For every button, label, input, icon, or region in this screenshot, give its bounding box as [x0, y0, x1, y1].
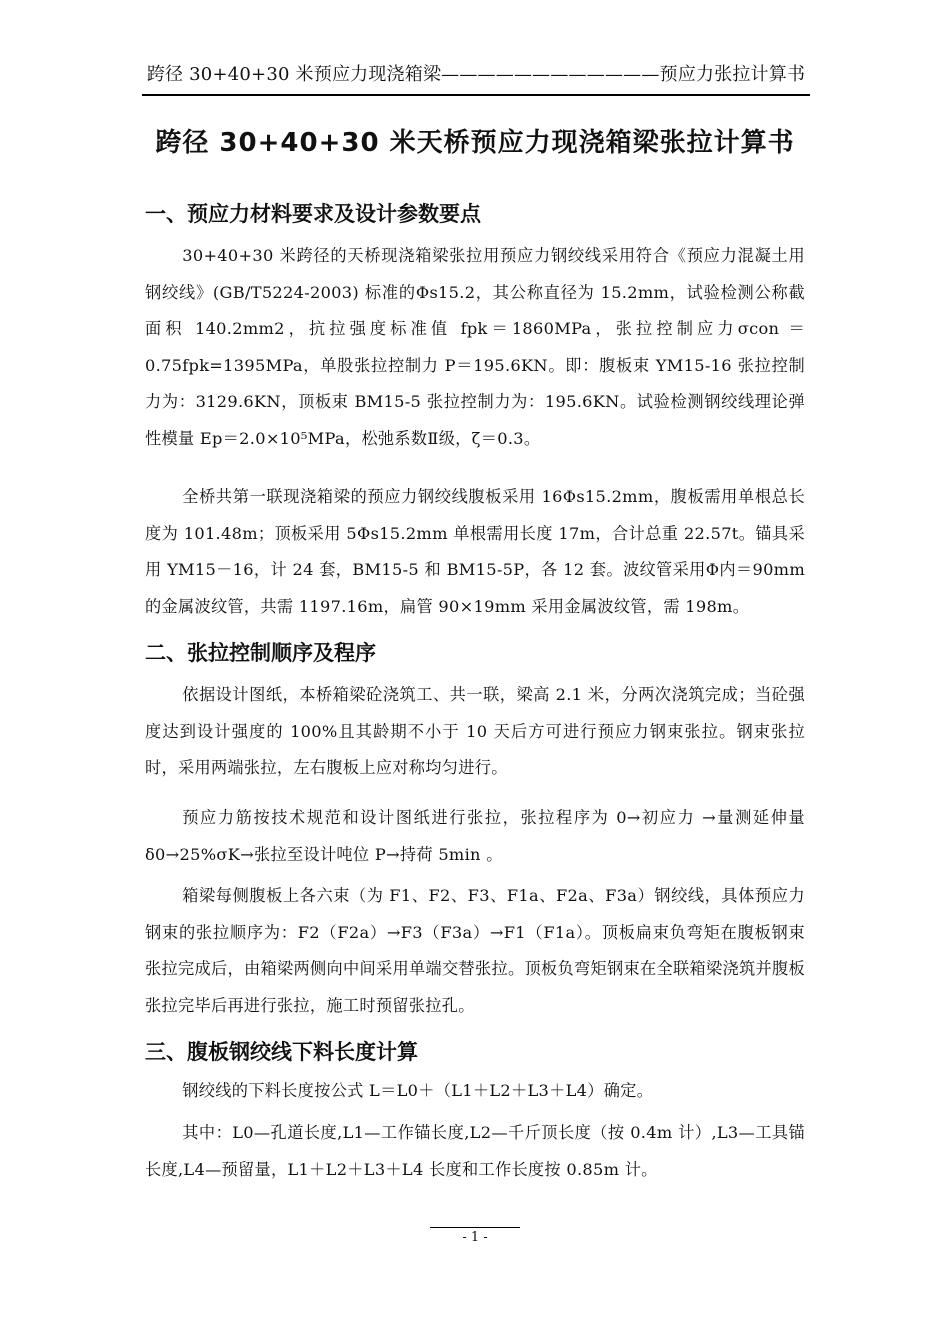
section-heading-3: 三、腹板钢绞线下料长度计算 — [145, 1040, 418, 1064]
paragraph-1-1: 30+40+30 米跨径的天桥现浇箱梁张拉用预应力钢绞线采用符合《预应力混凝土用钢绞线》(GB/T5224-2003) 标准的Φs15.2，其公称直径为 15.2mm，试验检测公称截面积 140.2mm2，抗拉强度标准值 fpk＝1860MPa，张拉控制应力σcon ＝0.75fpk=1395MPa，单股张拉控制力 P＝195.6KN。即：腹板束 YM15-16 张拉控制力为：3129.6KN，顶板束 BM15-5 张拉控制力为：195.6KN。试验检测钢绞线理论弹性模量 Ep＝2.0×10⁵MPa，松弛系数Ⅱ级，ζ＝0.3。 — [145, 246, 805, 448]
document-title: 跨径 30+40+30 米天桥预应力现浇箱梁张拉计算书 — [155, 128, 795, 158]
paragraph-3-2: 其中：L0—孔道长度,L1—工作锚长度,L2—千斤顶长度（按 0.4m 计）,L3—工具锚长度,L4—预留量，L1＋L2＋L3＋L4 长度和工作长度按 0.85m 计。 — [145, 1123, 805, 1179]
paragraph-2-1: 依据设计图纸，本桥箱梁砼浇筑工、共一联，梁高 2.1 米，分两次浇筑完成；当砼强度达到设计强度的 100%且其龄期不小于 10 天后方可进行预应力钢束张拉。钢束张拉时，采用两端张拉，左右腹板上应对称均匀进行。 — [145, 685, 805, 777]
section-heading-2: 二、张拉控制顺序及程序 — [145, 641, 376, 665]
section-heading-1: 一、预应力材料要求及设计参数要点 — [145, 202, 481, 226]
paragraph-2-2: 预应力筋按技术规范和设计图纸进行张拉，张拉程序为 0→初应力 →量测延伸量δ0→25%σK→张拉至设计吨位 P→持荷 5min 。 — [145, 808, 805, 864]
page-header: 跨径 30+40+30 米预应力现浇箱梁————————————预应力张拉计算书 — [142, 60, 810, 96]
paragraph-1-2: 全桥共第一联现浇箱梁的预应力钢绞线腹板采用 16Φs15.2mm，腹板需用单根总长度为 101.48m；顶板采用 5Φs15.2mm 单根需用长度 17m，合计总重 22.57t。锚具采用 YM15－16，计 24 套，BM15-5 和 BM15-5P，各 12 套。波纹管采用Φ内＝90mm 的金属波纹管，共需 1197.16m，扁管 90×19mm 采用金属波纹管，需 198m。 — [145, 487, 805, 616]
paragraph-3-1: 钢绞线的下料长度按公式 L＝L0＋（L1＋L2＋L3＋L4）确定。 — [182, 1081, 654, 1100]
paragraph-2-3: 箱梁每侧腹板上各六束（为 F1、F2、F3、F1a、F2a、F3a）钢绞线，具体预应力钢束的张拉顺序为：F2（F2a）→F3（F3a）→F1（F1a）。顶板扁束负弯矩在腹板钢束张拉完成后，由箱梁两侧向中间采用单端交替张拉。顶板负弯矩钢束在全联箱梁浇筑并腹板张拉完毕后再进行张拉，施工时预留张拉孔。 — [145, 886, 805, 1015]
page-number: - 1 - — [430, 1227, 520, 1245]
